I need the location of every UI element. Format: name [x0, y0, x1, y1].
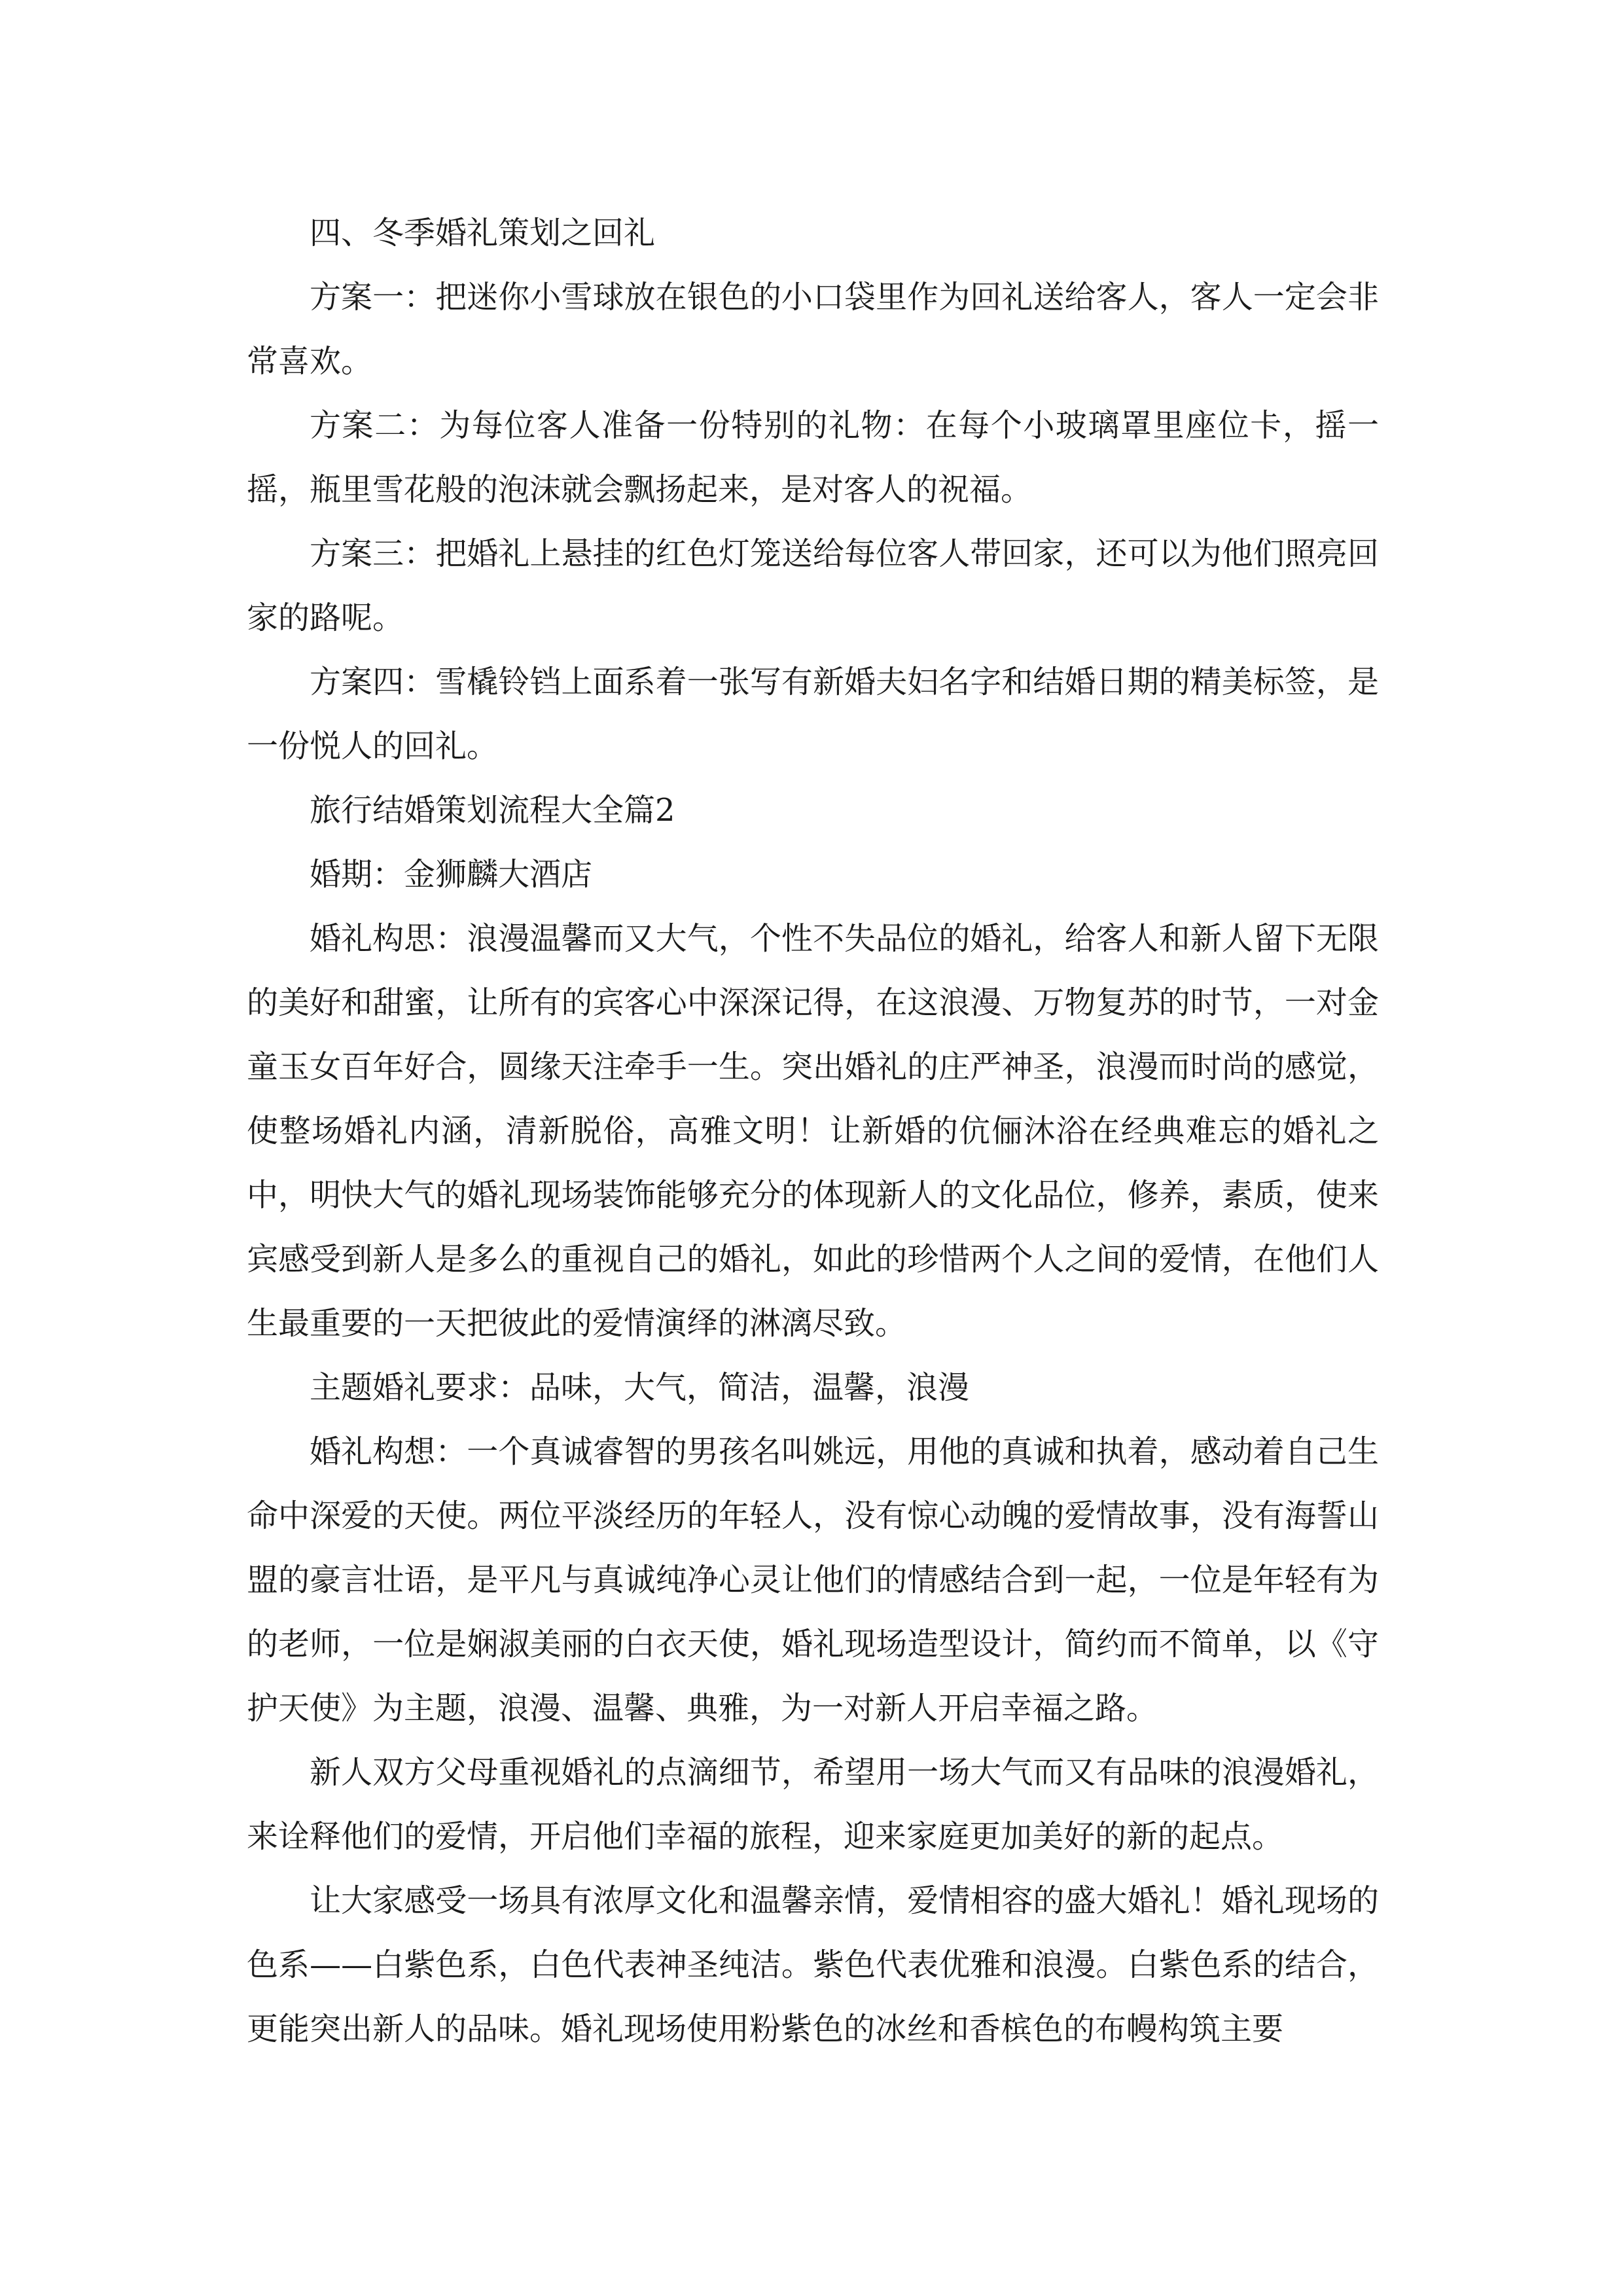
paragraph-plan-three: 方案三：把婚礼上悬挂的红色灯笼送给每位客人带回家，还可以为他们照亮回家的路呢。	[247, 535, 1379, 636]
section-heading-article-2: 旅行结婚策划流程大全篇2	[310, 792, 675, 829]
paragraph-wedding-venue: 婚期：金狮麟大酒店	[310, 856, 593, 893]
section-heading-return-gifts: 四、冬季婚礼策划之回礼	[310, 215, 656, 251]
paragraph-theme-requirements: 主题婚礼要求：品味，大气，简洁，温馨，浪漫	[310, 1369, 970, 1406]
paragraph-wedding-concept: 婚礼构思：浪漫温馨而又大气，个性不失品位的婚礼，给客人和新人留下无限的美好和甜蜜，让所有的宾客心中深深记得，在这浪漫、万物复苏的时节，一对金童玉女百年好合，圆缘天注牵手一生。突出婚礼的庄严神圣，浪漫而时尚的感觉，使整场婚礼内涵，清新脱俗，高雅文明！让新婚的伉俪沐浴在经典难忘的婚礼之中，明快大气的婚礼现场装饰能够充分的体现新人的文化品位，修养，素质，使来宾感受到新人是多么的重视自己的婚礼，如此的珍惜两个人之间的爱情，在他们人生最重要的一天把彼此的爱情演绎的淋漓尽致。	[247, 920, 1379, 1342]
paragraph-color-scheme: 让大家感受一场具有浓厚文化和温馨亲情，爱情相容的盛大婚礼！婚礼现场的色系——白紫色系，白色代表神圣纯洁。紫色代表优雅和浪漫。白紫色系的结合，更能突出新人的品味。婚礼现场使用粉紫色的冰丝和香槟色的布幔构筑主要	[247, 1882, 1379, 2047]
paragraph-plan-four: 方案四：雪橇铃铛上面系着一张写有新婚夫妇名字和结婚日期的精美标签，是一份悦人的回礼。	[247, 664, 1379, 764]
paragraph-plan-one: 方案一：把迷你小雪球放在银色的小口袋里作为回礼送给客人，客人一定会非常喜欢。	[247, 279, 1379, 380]
paragraph-wedding-idea: 婚礼构想：一个真诚睿智的男孩名叫姚远，用他的真诚和执着，感动着自己生命中深爱的天使。两位平淡经历的年轻人，没有惊心动魄的爱情故事，没有海誓山盟的豪言壮语，是平凡与真诚纯净心灵让他们的情感结合到一起，一位是年轻有为的老师，一位是娴淑美丽的白衣天使，婚礼现场造型设计，简约而不简单，以《守护天使》为主题，浪漫、温馨、典雅，为一对新人开启幸福之路。	[247, 1433, 1379, 1727]
document-body	[247, 201, 1379, 2061]
paragraph-plan-two: 方案二：为每位客人准备一份特别的礼物：在每个小玻璃罩里座位卡，摇一摇，瓶里雪花般的泡沫就会飘扬起来，是对客人的祝福。	[247, 407, 1379, 508]
paragraph-parents-wishes: 新人双方父母重视婚礼的点滴细节，希望用一场大气而又有品味的浪漫婚礼，来诠释他们的爱情，开启他们幸福的旅程，迎来家庭更加美好的新的起点。	[247, 1754, 1379, 1855]
